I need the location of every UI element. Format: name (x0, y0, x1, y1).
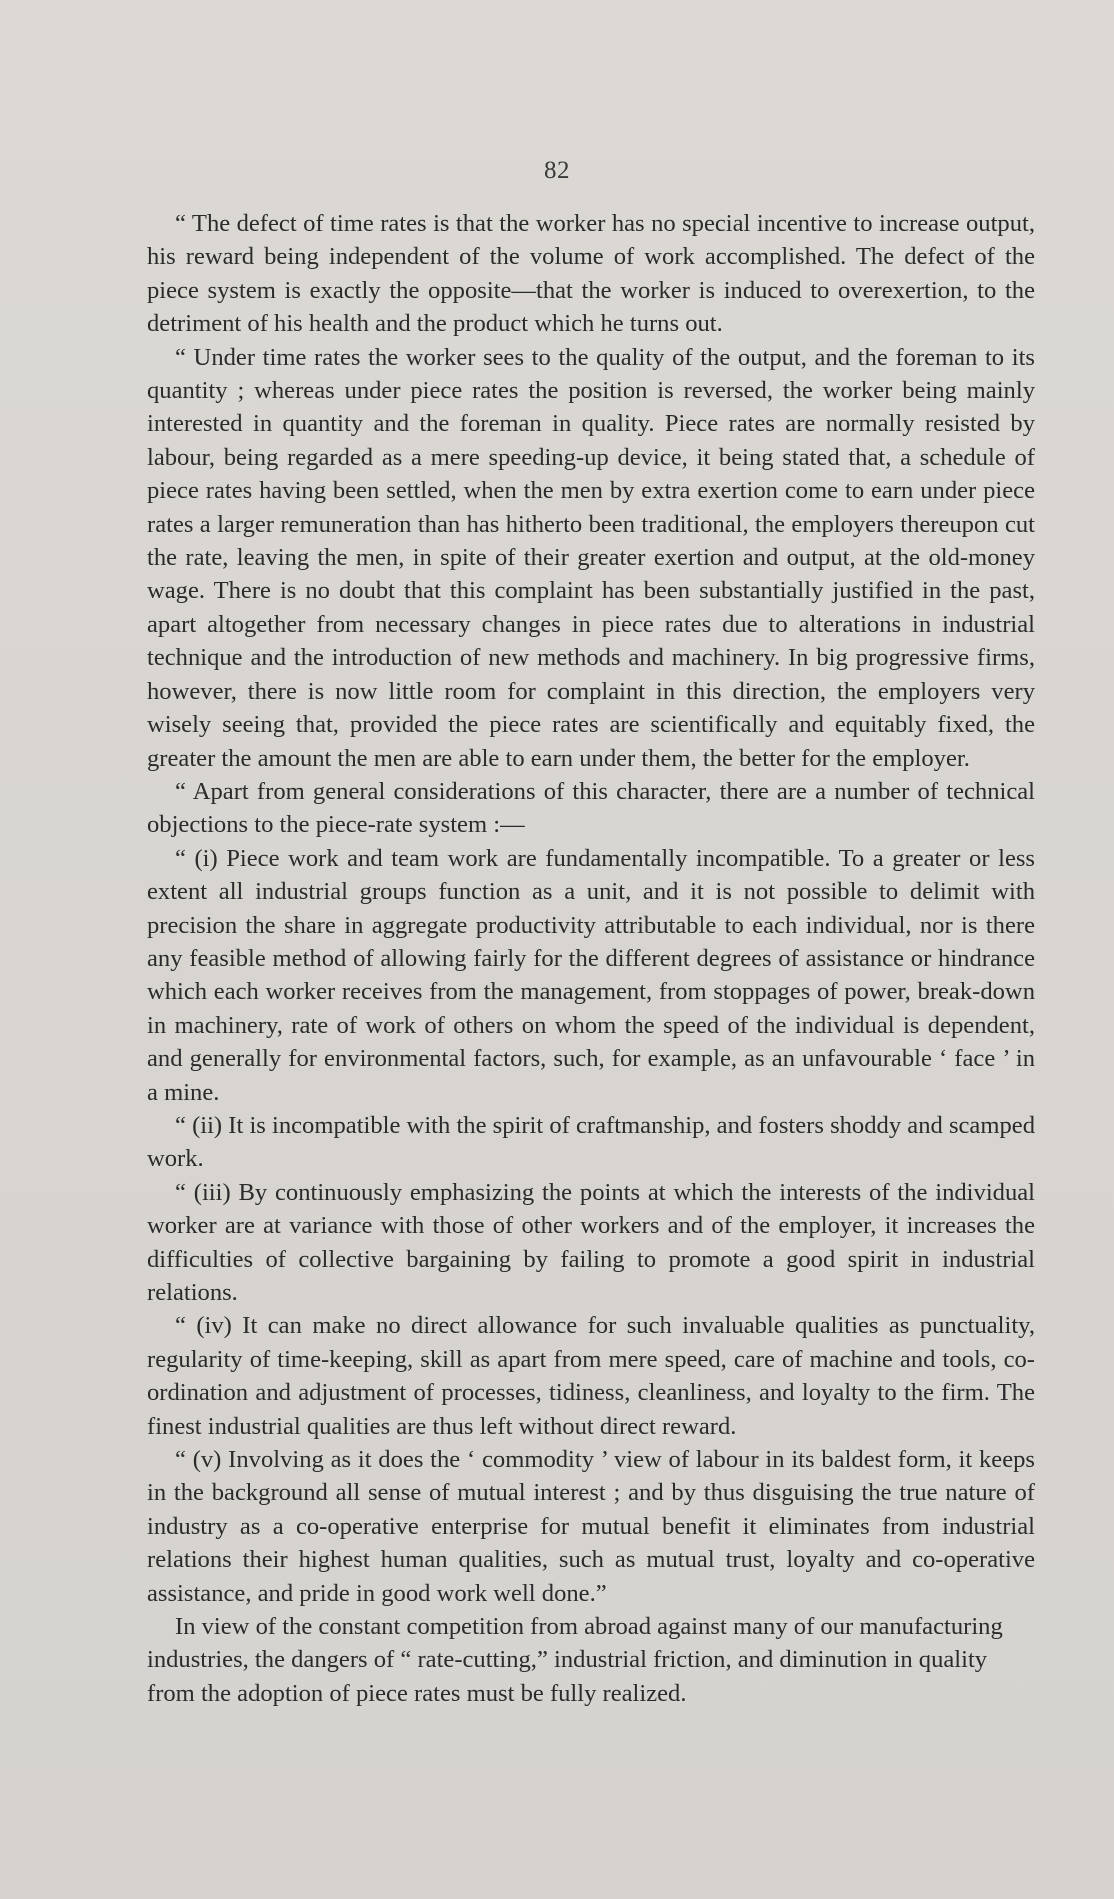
paragraph-objection-v: “ (v) Involving as it does the ‘ commodity ’ view of labour in its baldest form, it keeps in the background all sense of mutual interest ; and by thus disguising the true nature of industry as a co-operative enterprise for mutual benefit it eliminates from industrial relations their highest human qualities, such as mutual trust, loyalty and co-operative assistance, and pride in good work well done.” (147, 1446, 1035, 1607)
paragraph-objection-i: “ (i) Piece work and team work are fundamentally incompatible. To a greater or less extent all industrial groups function as a unit, and it is not possible to delimit with precision the share in aggregate productivity attributable to each individual, nor is there any feasible method of allowing fairly for the different degrees of assistance or hindrance which each worker receives from the management, from stoppages of power, break-down in machinery, rate of work of others on whom the speed of the individual is dependent, and generally for environmental factors, such, for example, as an unfavourable ‘ face ’ in a mine. (147, 844, 1035, 1106)
paragraph-objection-ii: “ (ii) It is incompatible with the spirit of craftmanship, and fosters shoddy and scamped work. (147, 1111, 1035, 1173)
paragraph-conclusion: In view of the constant competition from abroad against many of our manufacturing industries, the dangers of “ rate-cutting,” industrial friction, and diminution in quality from the adoption of piece rates must be fully realized. (147, 1613, 1003, 1707)
paragraph-time-rates-defect: “ The defect of time rates is that the worker has no special incentive to increase output, his reward being independent of the volume of work accomplished. The defect of the piece system is exactly the opposite—that the worker is induced to overexertion, to the detriment of his health and the product which he turns out. (147, 210, 1035, 338)
paragraph-technical-objections: “ Apart from general considerations of this character, there are a number of technical objections to the piece-rate system :— (147, 777, 1035, 839)
paragraph-quality-quantity: “ Under time rates the worker sees to the quality of the output, and the foreman to its quantity ; whereas under piece rates the position is reversed, the worker being mainly interested in quantity and the foreman in quality. Piece rates are normally resisted by labour, being regarded as a mere speeding-up device, it being stated that, a schedule of piece rates having been settled, when the men by extra exertion come to earn under piece rates a larger remuneration than has hitherto been traditional, the employers thereupon cut the rate, leaving the men, in spite of their greater exertion and output, at the old-money wage. There is no doubt that this complaint has been substantially justified in the past, apart altogether from necessary changes in piece rates due to alterations in industrial technique and the introduction of new methods and machinery. In big progressive firms, however, there is now little room for complaint in this direction, the employers very wisely seeing that, provided the piece rates are scientifically and equitably fixed, the greater the amount the men are able to earn under them, the better for the employer. (147, 343, 1035, 772)
paragraph-objection-iv: “ (iv) It can make no direct allowance for such invaluable qualities as punctuality, regularity of time-keeping, skill as apart from mere speed, care of machine and tools, co-ordination and adjustment of processes, tidiness, cleanliness, and loyalty to the firm. The finest industrial qualities are thus left without direct reward. (147, 1312, 1035, 1440)
paragraph-objection-iii: “ (iii) By continuously emphasizing the points at which the interests of the individual worker are at variance with those of other workers and of the employer, it increases the difficulties of collective bargaining by failing to promote a good spirit in industrial relations. (147, 1178, 1035, 1306)
page-number: 82 (544, 157, 570, 184)
body-text (147, 207, 1035, 1710)
